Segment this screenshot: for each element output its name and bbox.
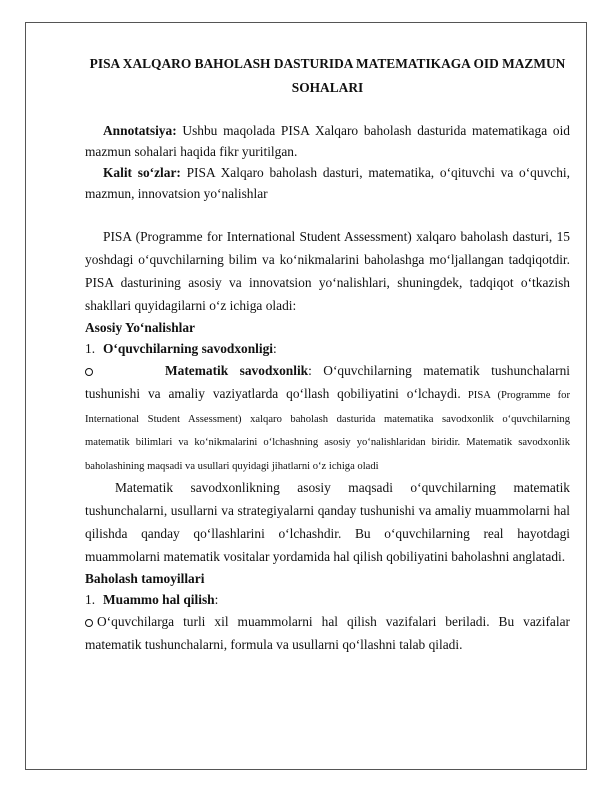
bullet-icon: [85, 368, 93, 376]
keywords-text: PISA Xalqaro baholash dasturi, matematika, o‘qituvchi va o‘quvchi, mazmun, innovatsion yo‘nalishlar: [85, 165, 570, 201]
section1-bullet-paragraph: [85, 359, 570, 476]
document-title: PISA XALQARO BAHOLASH DASTURIDA MATEMATIKAGA OID MAZMUN SOHALARI: [89, 56, 566, 95]
section1-heading: Asosiy Yo‘nalishlar: [85, 320, 195, 335]
section2-item: [85, 589, 570, 610]
keywords-paragraph: [85, 162, 570, 204]
section2-bullet-text: O‘quvchilarga turli xil muammolarni hal qilish vazifalari beriladi. Bu vazifalar matematik tushunchalarni, formula va usullarni qo‘llashni talab qiladi.: [85, 614, 570, 652]
annotation-label: Annotatsiya:: [103, 123, 177, 138]
section1-paragraph: Matematik savodxonlikning asosiy maqsadi o‘quvchilarning matematik tushunchalarni, usullarni va strategiyalarni qanday tushunishi va amaliy muammolarni hal qilishda qanday qo‘llashlarini o‘lchashdir. Bu o‘quvchilarning real hayotdagi muammolarni matematik vositalar yordamida hal qilish qobiliyatini baholashni anglatadi.: [85, 480, 570, 564]
spacer: [85, 204, 570, 225]
annotation-text: Ushbu maqolada PISA Xalqaro baholash dasturida matematikaga oid mazmun sohalari haqida fikr yuritilgan.: [85, 123, 570, 159]
bullet-icon: [85, 619, 93, 627]
bullet-term: Matematik savodxonlik: [165, 363, 309, 378]
section1-item-number: 1.: [85, 341, 96, 356]
intro-paragraph: PISA (Programme for International Student Assessment) xalqaro baholash dasturi, 15 yoshdagi o‘quvchilarning bilim va ko‘nikmalarini baholashga mo‘ljallangan tadqiqotdir. PISA dasturining asosiy va innovatsion yo‘nalishlari, shuningdek, tadqiqot o‘tkazish shakllari quyidagilarni o‘z ichiga oladi:: [85, 229, 570, 313]
section2-item-colon: :: [214, 592, 219, 607]
section2-heading: Baholash tamoyillari: [85, 571, 205, 586]
section2-bullet-paragraph: [85, 610, 570, 656]
bullet-small-text: PISA (Programme for International Student Assessment) xalqaro baholash dasturida matematika savodxonlik o‘quvchilarning matematik bilimlari va ko‘nikmalarini o‘lchashning asosiy yo‘nalishlaridan biridir. Matematik savodxonlik baholashining maqsadi va usullari quyidagi jihatlarni o‘z ichiga oladi: [85, 390, 570, 472]
section1-item-colon: :: [273, 341, 277, 356]
document-body: [85, 52, 570, 656]
section2-item-title: Muammo hal qilish: [103, 592, 215, 607]
section2-item-number: 1.: [85, 592, 96, 607]
annotation-paragraph: [85, 120, 570, 162]
keywords-label: Kalit so‘zlar:: [103, 165, 181, 180]
section1-item: [85, 338, 570, 359]
bullet-text: : O‘quvchilarning matematik tushunchalarni tushunishi va amaliy vaziyatlarda qo‘llash qobiliyatini o‘lchaydi.: [85, 363, 571, 401]
section1-item-title: O‘quvchilarning savodxonligi: [103, 341, 274, 356]
